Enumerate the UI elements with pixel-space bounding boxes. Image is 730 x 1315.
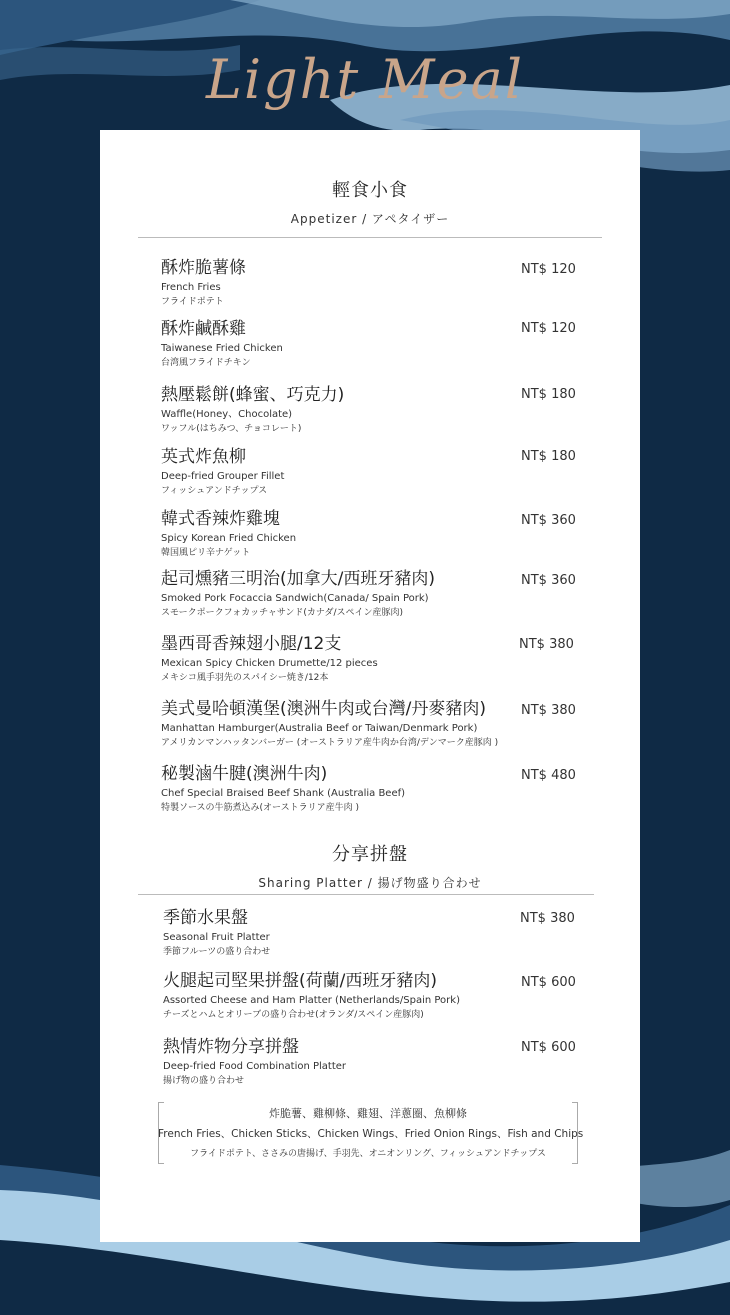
brand-title: Light Meal — [205, 48, 525, 111]
divider — [138, 894, 594, 895]
item-name-jp: 特製ソースの牛筋煮込み(オーストラリア産牛肉 ) — [161, 803, 359, 813]
item-price: NT$ 120 — [521, 262, 576, 277]
note-jp: フライドポテト、ささみの唐揚げ、手羽先、オニオンリング、フィッシュアンドチップス — [190, 1149, 546, 1159]
item-name-en: Deep-fried Food Combination Platter — [163, 1061, 347, 1072]
item-name-jp: スモークポークフォカッチャサンド(カナダ/スペイン産豚肉) — [161, 608, 403, 618]
note-en: French Fries、Chicken Sticks、Chicken Wings、Fried Onion Rings、Fish and Chips — [158, 1128, 584, 1140]
item-name-jp: 揚げ物の盛り合わせ — [163, 1076, 245, 1086]
item-price: NT$ 360 — [521, 573, 576, 588]
item-name-jp: チーズとハムとオリーブの盛り合わせ(オランダ/スペイン産豚肉) — [163, 1010, 424, 1020]
item-price: NT$ 600 — [521, 1040, 576, 1055]
item-price: NT$ 600 — [521, 975, 576, 990]
item-name-en: Deep-fried Grouper Fillet — [161, 471, 285, 482]
item-name-jp: アメリカンマンハッタンバーガー (オーストラリア産牛肉か台湾/デンマーク産豚肉 ) — [161, 738, 499, 748]
menu-card — [100, 130, 640, 1242]
item-name-jp: フライドポテト — [161, 297, 224, 307]
menu-item — [163, 970, 583, 1022]
item-name-zh: 酥炸脆薯條 — [161, 258, 246, 278]
item-price: NT$ 180 — [521, 449, 576, 464]
item-price: NT$ 380 — [519, 637, 574, 652]
item-name-zh: 墨西哥香辣翅小腿/12支 — [161, 634, 342, 654]
item-name-zh: 熱情炸物分享拼盤 — [163, 1037, 299, 1057]
item-name-zh: 季節水果盤 — [163, 908, 248, 928]
menu-item — [161, 257, 581, 309]
item-name-en: Seasonal Fruit Platter — [163, 932, 270, 943]
item-name-en: French Fries — [161, 282, 221, 293]
item-price: NT$ 380 — [521, 703, 576, 718]
note-zh: 炸脆薯、雞柳條、雞翅、洋蔥圈、魚柳條 — [269, 1107, 467, 1120]
menu-item — [163, 1036, 583, 1088]
menu-item — [161, 446, 581, 498]
section-title: 分享拼盤 — [332, 844, 408, 865]
item-name-jp: メキシコ風手羽先のスパイシー焼き/12本 — [161, 673, 329, 683]
menu-item — [161, 508, 581, 560]
item-name-en: Waffle(Honey、Chocolate) — [161, 409, 293, 420]
menu-item — [161, 698, 581, 750]
item-name-zh: 英式炸魚柳 — [161, 447, 246, 467]
item-name-en: Taiwanese Fried Chicken — [161, 343, 283, 354]
item-name-zh: 起司燻豬三明治(加拿大/西班牙豬肉) — [161, 569, 435, 589]
item-name-en: Chef Special Braised Beef Shank (Australia Beef) — [161, 788, 406, 799]
section-title: 輕食小食 — [332, 180, 408, 201]
menu-item — [161, 568, 581, 620]
item-name-zh: 酥炸鹹酥雞 — [161, 319, 246, 339]
item-name-zh: 秘製滷牛腱(澳洲牛肉) — [161, 764, 328, 784]
item-name-en: Assorted Cheese and Ham Platter (Netherlands/Spain Pork) — [163, 995, 460, 1006]
menu-item — [161, 633, 581, 685]
item-name-jp: 季節フルーツの盛り合わせ — [163, 947, 271, 957]
item-name-zh: 熱壓鬆餅(蜂蜜、巧克力) — [161, 385, 345, 405]
item-price: NT$ 180 — [521, 387, 576, 402]
item-name-jp: フィッシュアンドチップス — [161, 486, 268, 496]
menu-item — [161, 384, 581, 436]
item-name-zh: 美式曼哈頓漢堡(澳洲牛肉或台灣/丹麥豬肉) — [161, 699, 486, 719]
item-name-zh: 韓式香辣炸雞塊 — [161, 509, 280, 529]
item-name-en: Smoked Pork Focaccia Sandwich(Canada/ Spain Pork) — [161, 593, 429, 604]
item-price: NT$ 120 — [521, 321, 576, 336]
menu-item — [161, 318, 581, 370]
item-price: NT$ 360 — [521, 513, 576, 528]
menu-item — [161, 763, 581, 815]
item-name-zh: 火腿起司堅果拼盤(荷蘭/西班牙豬肉) — [163, 971, 437, 991]
item-name-en: Spicy Korean Fried Chicken — [161, 533, 297, 544]
section-subtitle: Sharing Platter / 揚げ物盛り合わせ — [258, 876, 482, 890]
section-subtitle: Appetizer / アペタイザー — [290, 212, 450, 226]
item-price: NT$ 380 — [520, 911, 575, 926]
platter-contents-note — [158, 1102, 584, 1162]
item-name-jp: 台湾風フライドチキン — [161, 358, 251, 368]
item-name-jp: ワッフル(はちみつ、チョコレート) — [161, 424, 302, 434]
item-price: NT$ 480 — [521, 768, 576, 783]
divider — [138, 237, 602, 238]
item-name-en: Manhattan Hamburger(Australia Beef or Taiwan/Denmark Pork) — [161, 723, 478, 734]
item-name-en: Mexican Spicy Chicken Drumette/12 pieces — [161, 658, 378, 669]
section-header-appetizer — [100, 176, 640, 227]
item-name-jp: 韓国風ピリ辛ナゲット — [161, 548, 251, 558]
section-header-sharing — [100, 840, 640, 891]
